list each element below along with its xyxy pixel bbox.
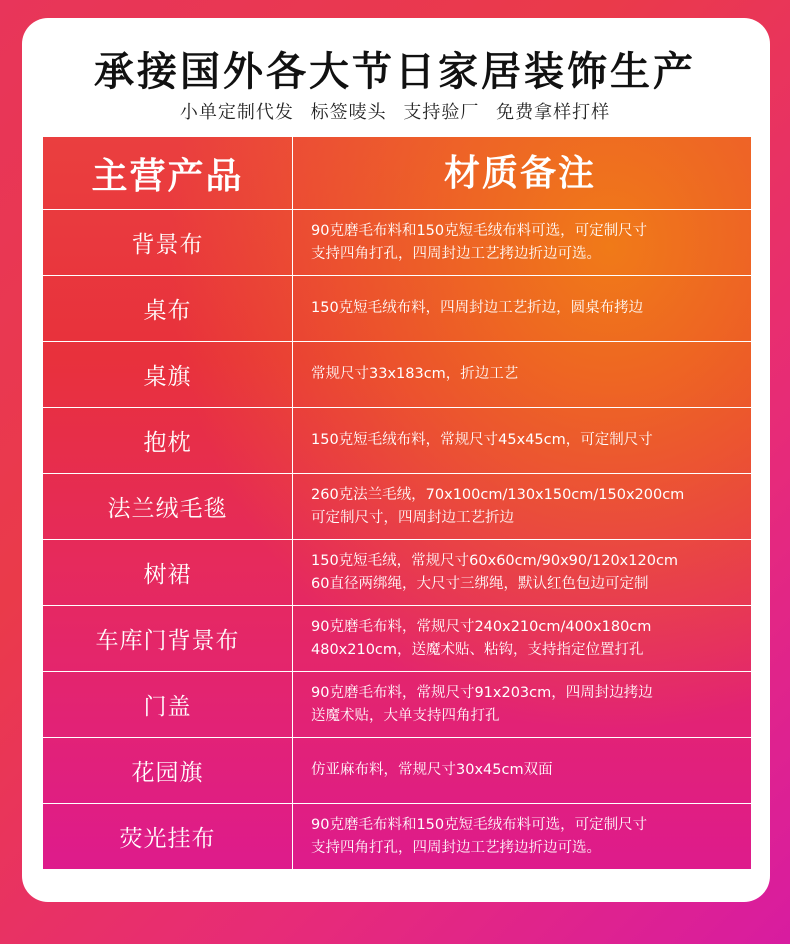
column-header-material: 材质备注 [443,152,596,194]
product-name: 树裙 [43,540,293,605]
table-row [43,474,751,540]
product-name: 花园旗 [43,738,293,803]
table-row [43,276,751,342]
table-row [43,342,751,408]
table-row [43,804,751,869]
product-table [42,136,752,870]
material-note: 150克短毛绒，常规尺寸60x60cm/90x90/120x120cm 60直径两绑绳，大尺寸三绑绳，默认红色包边可定制 [311,552,679,592]
material-note: 常规尺寸33x183cm，折边工艺 [311,366,519,382]
product-name: 荧光挂布 [43,804,293,869]
table-row [43,738,751,804]
product-name: 桌旗 [43,342,293,407]
material-note: 90克磨毛布料，常规尺寸91x203cm，四周封边拷边 送魔术贴，大单支持四角打孔 [311,684,653,724]
table-row [43,210,751,276]
material-note: 150克短毛绒布料，常规尺寸45x45cm，可定制尺寸 [311,432,653,448]
material-note: 260克法兰毛绒，70x100cm/130x150cm/150x200cm 可定制尺寸，四周封边工艺折边 [311,486,685,526]
page-subtitle: 小单定制代发 标签唛头 支持验厂 免费拿样打样 [179,102,611,123]
table-row [43,408,751,474]
table-row [43,606,751,672]
material-note: 仿亚麻布料，常规尺寸30x45cm双面 [311,762,553,778]
material-note: 150克短毛绒布料，四周封边工艺折边，圆桌布拷边 [311,300,644,316]
material-note: 90克磨毛布料和150克短毛绒布料可选，可定制尺寸 支持四角打孔，四周封边工艺拷边折边可选。 [311,816,648,856]
table-row [43,540,751,606]
table-header-row [43,137,751,210]
material-note: 90克磨毛布料和150克短毛绒布料可选，可定制尺寸 支持四角打孔，四周封边工艺拷边折边可选。 [311,222,648,262]
product-name: 法兰绒毛毯 [43,474,293,539]
table-row [43,672,751,738]
product-name: 门盖 [43,672,293,737]
product-name: 背景布 [43,210,293,275]
product-name: 桌布 [43,276,293,341]
column-header-product: 主营产品 [43,137,293,209]
product-name: 车库门背景布 [43,606,293,671]
material-note: 90克磨毛布料，常规尺寸240x210cm/400x180cm 480x210cm，送魔术贴、粘钩，支持指定位置打孔 [311,618,652,658]
product-name: 抱枕 [43,408,293,473]
page-title: 承接国外各大节日家居装饰生产 [94,49,696,95]
